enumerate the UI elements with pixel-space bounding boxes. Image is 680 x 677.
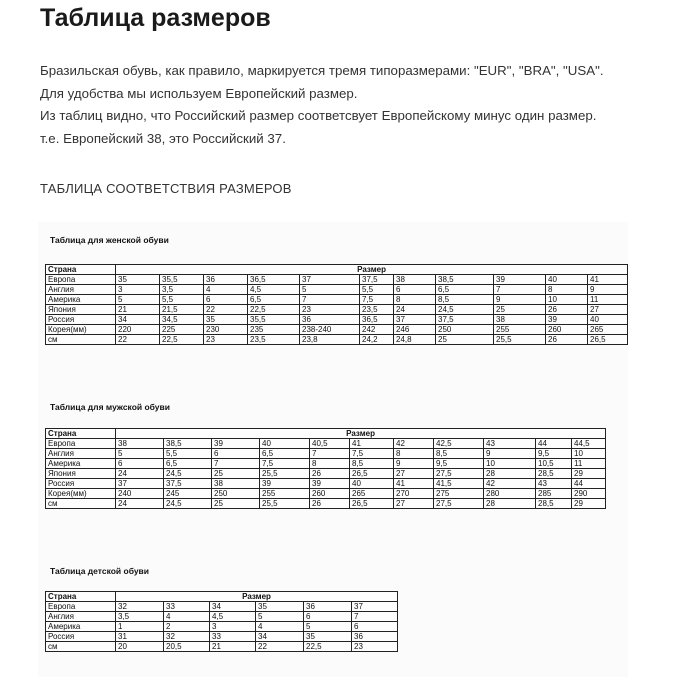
table-cell: 39 [310, 479, 350, 489]
table-cell: 8 [394, 295, 436, 305]
table-cell: 38 [116, 439, 164, 449]
table-cell: 245 [164, 489, 212, 499]
kids-table-caption: Таблица детской обуви [50, 566, 150, 576]
table-cell: 7,5 [260, 459, 310, 469]
table-cell: 23 [204, 335, 248, 345]
table-cell: 26,5 [350, 499, 394, 509]
table-cell: 4,5 [248, 285, 300, 295]
table-cell: 25 [494, 305, 546, 315]
table-cell: 255 [494, 325, 546, 335]
table-cell: 8 [310, 459, 350, 469]
men-size-table [45, 428, 606, 509]
men-table-caption: Таблица для мужской обуви [50, 402, 170, 412]
table-cell: 26,5 [588, 335, 628, 345]
row-label: Европа [46, 602, 116, 612]
size-header: Размер [116, 429, 606, 439]
table-row [46, 469, 606, 479]
row-label: см [46, 335, 116, 345]
table-cell: 38,5 [436, 275, 494, 285]
kids-size-table [45, 591, 398, 652]
table-cell: 238-240 [300, 325, 360, 335]
table-cell: 28 [484, 469, 536, 479]
table-cell: 38 [394, 275, 436, 285]
country-header: Страна [46, 592, 116, 602]
row-label: Америка [46, 622, 116, 632]
table-cell: 37 [394, 315, 436, 325]
table-row [46, 479, 606, 489]
table-cell: 255 [260, 489, 310, 499]
row-label: Россия [46, 632, 116, 642]
table-cell: 7,5 [350, 449, 394, 459]
table-cell: 27,5 [434, 499, 484, 509]
table-cell: 23 [300, 305, 360, 315]
table-cell: 24,5 [164, 469, 212, 479]
table-cell: 9,5 [434, 459, 484, 469]
table-cell: 26 [546, 305, 588, 315]
table-cell: 22 [116, 335, 160, 345]
table-row [46, 275, 628, 285]
table-cell: 25 [212, 469, 260, 479]
table-cell: 235 [248, 325, 300, 335]
size-header: Размер [116, 265, 628, 275]
table-cell: 2 [164, 622, 210, 632]
women-table-caption: Таблица для женской обуви [50, 235, 169, 245]
row-label: Америка [46, 295, 116, 305]
table-cell: 25,5 [260, 469, 310, 479]
table-cell: 260 [310, 489, 350, 499]
table-cell: 20,5 [164, 642, 210, 652]
table-cell: 4 [164, 612, 210, 622]
intro-line: Из таблиц видно, что Российский размер соответсвует Европейскому минус один размер. [40, 108, 597, 123]
table-cell: 27 [588, 305, 628, 315]
table-cell: 37,5 [164, 479, 212, 489]
table-cell: 5 [116, 295, 160, 305]
table-cell: 31 [116, 632, 164, 642]
table-cell: 6,5 [436, 285, 494, 295]
table-row [46, 622, 398, 632]
table-cell: 26 [310, 499, 350, 509]
table-row [46, 602, 398, 612]
table-cell: 3,5 [160, 285, 204, 295]
table-cell: 21,5 [160, 305, 204, 315]
table-cell: 7 [494, 285, 546, 295]
table-cell: 39 [546, 315, 588, 325]
table-row [46, 632, 398, 642]
table-cell: 34 [256, 632, 304, 642]
table-cell: 5 [256, 612, 304, 622]
table-cell: 6 [304, 612, 352, 622]
table-row [46, 489, 606, 499]
table-cell: 3,5 [116, 612, 164, 622]
row-label: Корея(мм) [46, 489, 116, 499]
table-cell: 1 [116, 622, 164, 632]
table-cell: 35 [116, 275, 160, 285]
table-cell: 23,5 [248, 335, 300, 345]
table-cell: 34 [116, 315, 160, 325]
table-cell: 40,5 [310, 439, 350, 449]
table-cell: 37 [116, 479, 164, 489]
table-cell: 280 [484, 489, 536, 499]
table-cell: 22,5 [248, 305, 300, 315]
table-cell: 6 [394, 285, 436, 295]
table-cell: 35 [304, 632, 352, 642]
table-cell: 24,5 [436, 305, 494, 315]
table-cell: 10,5 [536, 459, 572, 469]
table-cell: 275 [434, 489, 484, 499]
table-cell: 6 [352, 622, 398, 632]
table-cell: 22 [256, 642, 304, 652]
table-cell: 42,5 [434, 439, 484, 449]
table-cell: 39 [260, 479, 310, 489]
table-cell: 24 [116, 469, 164, 479]
table-cell: 25 [436, 335, 494, 345]
table-cell: 240 [116, 489, 164, 499]
table-cell: 250 [436, 325, 494, 335]
table-cell: 35 [204, 315, 248, 325]
table-cell: 29 [572, 499, 606, 509]
table-row [46, 612, 398, 622]
table-cell: 38 [494, 315, 546, 325]
table-row [46, 439, 606, 449]
table-cell: 34,5 [160, 315, 204, 325]
table-row [46, 499, 606, 509]
table-row [46, 642, 398, 652]
row-label: Япония [46, 305, 116, 315]
table-cell: 36 [352, 632, 398, 642]
table-cell: 37,5 [360, 275, 394, 285]
row-label: Япония [46, 469, 116, 479]
table-cell: 20 [116, 642, 164, 652]
row-label: Европа [46, 275, 116, 285]
table-cell: 24 [116, 499, 164, 509]
table-cell: 37 [300, 275, 360, 285]
table-cell: 9 [394, 459, 434, 469]
table-cell: 9 [494, 295, 546, 305]
table-cell: 35,5 [160, 275, 204, 285]
table-cell: 7 [300, 295, 360, 305]
table-cell: 32 [164, 632, 210, 642]
table-cell: 9 [484, 449, 536, 459]
intro-line: т.е. Европейский 38, это Российский 37. [40, 130, 286, 146]
table-cell: 26 [546, 335, 588, 345]
country-header: Страна [46, 265, 116, 275]
row-label: Англия [46, 449, 116, 459]
table-cell: 265 [350, 489, 394, 499]
row-label: см [46, 499, 116, 509]
table-cell: 37,5 [436, 315, 494, 325]
table-row [46, 295, 628, 305]
table-cell: 41 [350, 439, 394, 449]
table-cell: 8 [546, 285, 588, 295]
table-cell: 25 [212, 499, 260, 509]
table-cell: 34 [210, 602, 256, 612]
table-cell: 28,5 [536, 499, 572, 509]
table-cell: 6,5 [164, 459, 212, 469]
table-cell: 10 [572, 449, 606, 459]
table-cell: 6 [116, 459, 164, 469]
table-cell: 36 [304, 602, 352, 612]
table-cell: 5,5 [164, 449, 212, 459]
table-cell: 26 [310, 469, 350, 479]
table-cell: 11 [588, 295, 628, 305]
table-cell: 28 [484, 499, 536, 509]
table-cell: 230 [204, 325, 248, 335]
table-cell: 3 [210, 622, 256, 632]
table-cell: 8,5 [434, 449, 484, 459]
table-cell: 6,5 [248, 295, 300, 305]
table-cell: 25,5 [494, 335, 546, 345]
table-cell: 3 [116, 285, 160, 295]
table-cell: 24,8 [394, 335, 436, 345]
table-cell: 38,5 [164, 439, 212, 449]
table-cell: 38 [212, 479, 260, 489]
table-cell: 21 [210, 642, 256, 652]
table-cell: 23,5 [360, 305, 394, 315]
table-cell: 36 [300, 315, 360, 325]
table-cell: 10 [546, 295, 588, 305]
table-cell: 27 [394, 499, 434, 509]
table-cell: 10 [484, 459, 536, 469]
table-cell: 39 [494, 275, 546, 285]
table-cell: 29 [572, 469, 606, 479]
table-cell: 5,5 [160, 295, 204, 305]
intro-line: Для удобства мы используем Европейский размер. [40, 85, 358, 101]
table-cell: 40 [588, 315, 628, 325]
row-label: Англия [46, 285, 116, 295]
table-cell: 44,5 [572, 439, 606, 449]
section-subtitle: ТАБЛИЦА СООТВЕТСТВИЯ РАЗМЕРОВ [40, 181, 292, 196]
table-cell: 33 [164, 602, 210, 612]
table-cell: 35,5 [248, 315, 300, 325]
page-title: Таблица размеров [40, 4, 271, 32]
table-cell: 8,5 [350, 459, 394, 469]
table-cell: 41,5 [434, 479, 484, 489]
table-cell: 33 [210, 632, 256, 642]
table-cell: 25,5 [260, 499, 310, 509]
table-cell: 23,8 [300, 335, 360, 345]
row-label: Англия [46, 612, 116, 622]
table-cell: 260 [546, 325, 588, 335]
table-cell: 220 [116, 325, 160, 335]
table-cell: 43 [536, 479, 572, 489]
table-cell: 43 [484, 439, 536, 449]
table-cell: 22 [204, 305, 248, 315]
table-cell: 5 [300, 285, 360, 295]
table-cell: 285 [536, 489, 572, 499]
table-cell: 5 [304, 622, 352, 632]
table-cell: 22,5 [304, 642, 352, 652]
table-cell: 7 [352, 612, 398, 622]
table-cell: 35 [256, 602, 304, 612]
table-cell: 44 [572, 479, 606, 489]
table-cell: 6,5 [260, 449, 310, 459]
table-cell: 11 [572, 459, 606, 469]
table-cell: 42 [394, 439, 434, 449]
table-cell: 290 [572, 489, 606, 499]
size-header: Размер [116, 592, 398, 602]
country-header: Страна [46, 429, 116, 439]
table-cell: 24 [394, 305, 436, 315]
intro-text [40, 60, 676, 150]
table-cell: 8 [394, 449, 434, 459]
table-cell: 36,5 [360, 315, 394, 325]
table-cell: 246 [394, 325, 436, 335]
table-cell: 41 [394, 479, 434, 489]
table-cell: 5,5 [360, 285, 394, 295]
table-cell: 40 [546, 275, 588, 285]
table-cell: 40 [350, 479, 394, 489]
table-cell: 27 [394, 469, 434, 479]
table-row [46, 449, 606, 459]
table-cell: 22,5 [160, 335, 204, 345]
table-row [46, 459, 606, 469]
table-cell: 7 [212, 459, 260, 469]
table-cell: 250 [212, 489, 260, 499]
row-label: см [46, 642, 116, 652]
table-cell: 8,5 [436, 295, 494, 305]
table-cell: 23 [352, 642, 398, 652]
table-cell: 44 [536, 439, 572, 449]
women-size-table [45, 264, 628, 345]
table-cell: 6 [212, 449, 260, 459]
table-cell: 24,5 [164, 499, 212, 509]
table-cell: 242 [360, 325, 394, 335]
table-cell: 270 [394, 489, 434, 499]
table-cell: 37 [352, 602, 398, 612]
table-cell: 24,2 [360, 335, 394, 345]
table-row [46, 335, 628, 345]
table-cell: 5 [116, 449, 164, 459]
table-cell: 225 [160, 325, 204, 335]
table-cell: 9 [588, 285, 628, 295]
table-cell: 41 [588, 275, 628, 285]
table-cell: 4 [256, 622, 304, 632]
table-cell: 28,5 [536, 469, 572, 479]
table-cell: 26,5 [350, 469, 394, 479]
table-row [46, 315, 628, 325]
table-row [46, 325, 628, 335]
table-cell: 7 [310, 449, 350, 459]
table-row [46, 285, 628, 295]
table-cell: 36,5 [248, 275, 300, 285]
table-cell: 265 [588, 325, 628, 335]
table-cell: 4 [204, 285, 248, 295]
table-cell: 6 [204, 295, 248, 305]
table-cell: 9,5 [536, 449, 572, 459]
table-cell: 7,5 [360, 295, 394, 305]
table-row [46, 305, 628, 315]
row-label: Россия [46, 315, 116, 325]
table-cell: 40 [260, 439, 310, 449]
table-cell: 4,5 [210, 612, 256, 622]
table-cell: 39 [212, 439, 260, 449]
row-label: Россия [46, 479, 116, 489]
table-cell: 27,5 [434, 469, 484, 479]
table-cell: 21 [116, 305, 160, 315]
row-label: Корея(мм) [46, 325, 116, 335]
intro-line: Бразильская обувь, как правило, маркируется тремя типоразмерами: "EUR", "BRA", "USA". [40, 63, 604, 78]
row-label: Европа [46, 439, 116, 449]
table-cell: 36 [204, 275, 248, 285]
table-cell: 32 [116, 602, 164, 612]
table-cell: 42 [484, 479, 536, 489]
row-label: Америка [46, 459, 116, 469]
